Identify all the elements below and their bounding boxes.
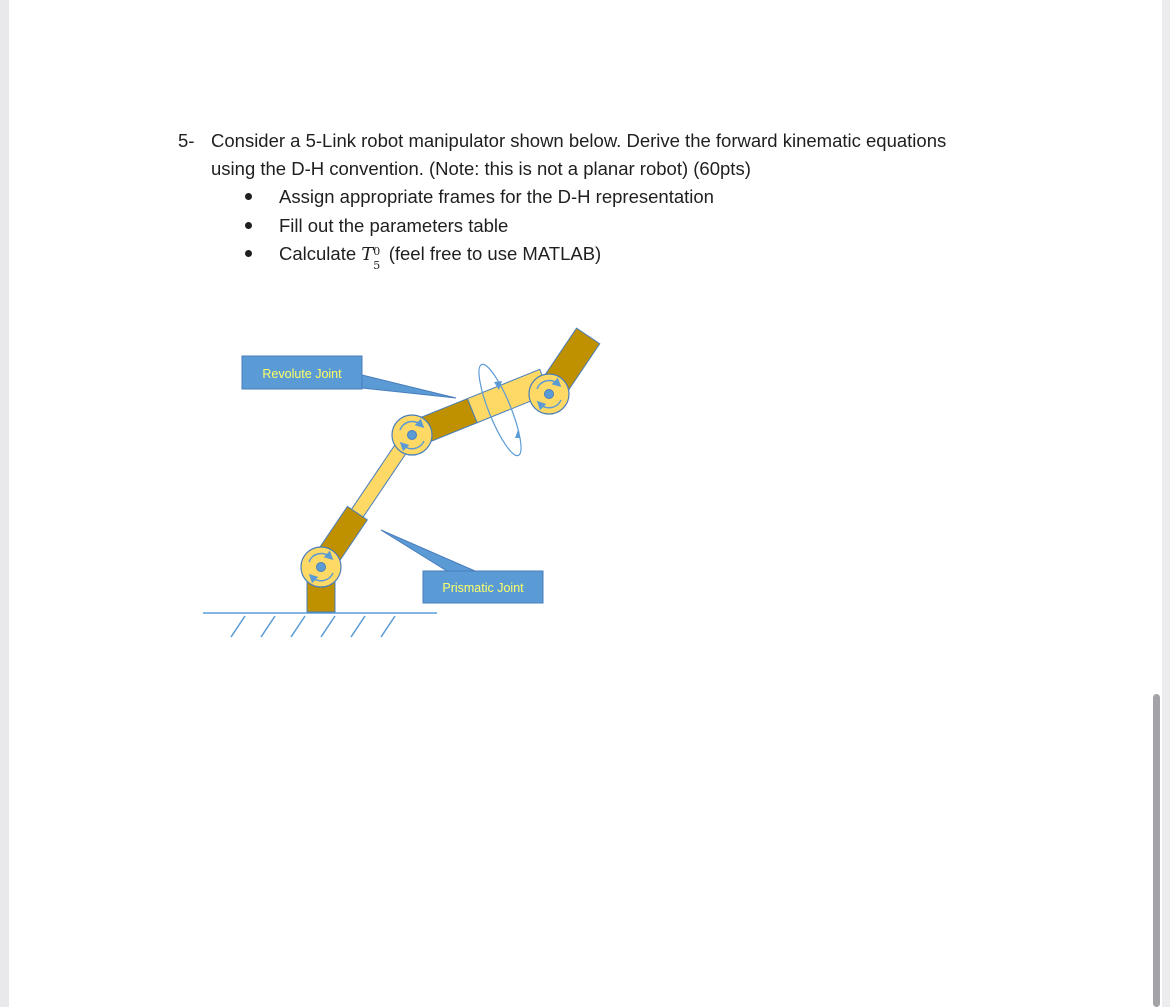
base-revolute-joint xyxy=(301,547,341,587)
bullet-item-1: Assign appropriate frames for the D-H representation xyxy=(279,186,714,207)
transform-sub: 5 xyxy=(373,259,381,272)
prismatic-joint-label: Prismatic Joint xyxy=(442,581,524,595)
question-line-2: using the D-H convention. (Note: this is not a planar robot) (60pts) xyxy=(211,158,751,179)
transform-base: T xyxy=(361,244,374,265)
bullet-3-suffix: (feel free to use MATLAB) xyxy=(388,243,602,264)
prismatic-joint-callout xyxy=(381,530,543,603)
elbow-revolute-joint xyxy=(392,415,432,455)
ground xyxy=(203,613,437,637)
question-number: 5- xyxy=(178,130,195,151)
revolute-joint-callout xyxy=(242,356,456,398)
transform-sup: 0 xyxy=(373,245,381,258)
bullet-3-prefix: Calculate xyxy=(279,243,357,264)
question-line-1: Consider a 5-Link robot manipulator shown below. Derive the forward kinematic equations xyxy=(211,130,947,151)
revolute-joint-label: Revolute Joint xyxy=(262,367,342,381)
bullet-item-2: Fill out the parameters table xyxy=(279,215,509,236)
wrist-revolute-joint xyxy=(529,374,569,414)
